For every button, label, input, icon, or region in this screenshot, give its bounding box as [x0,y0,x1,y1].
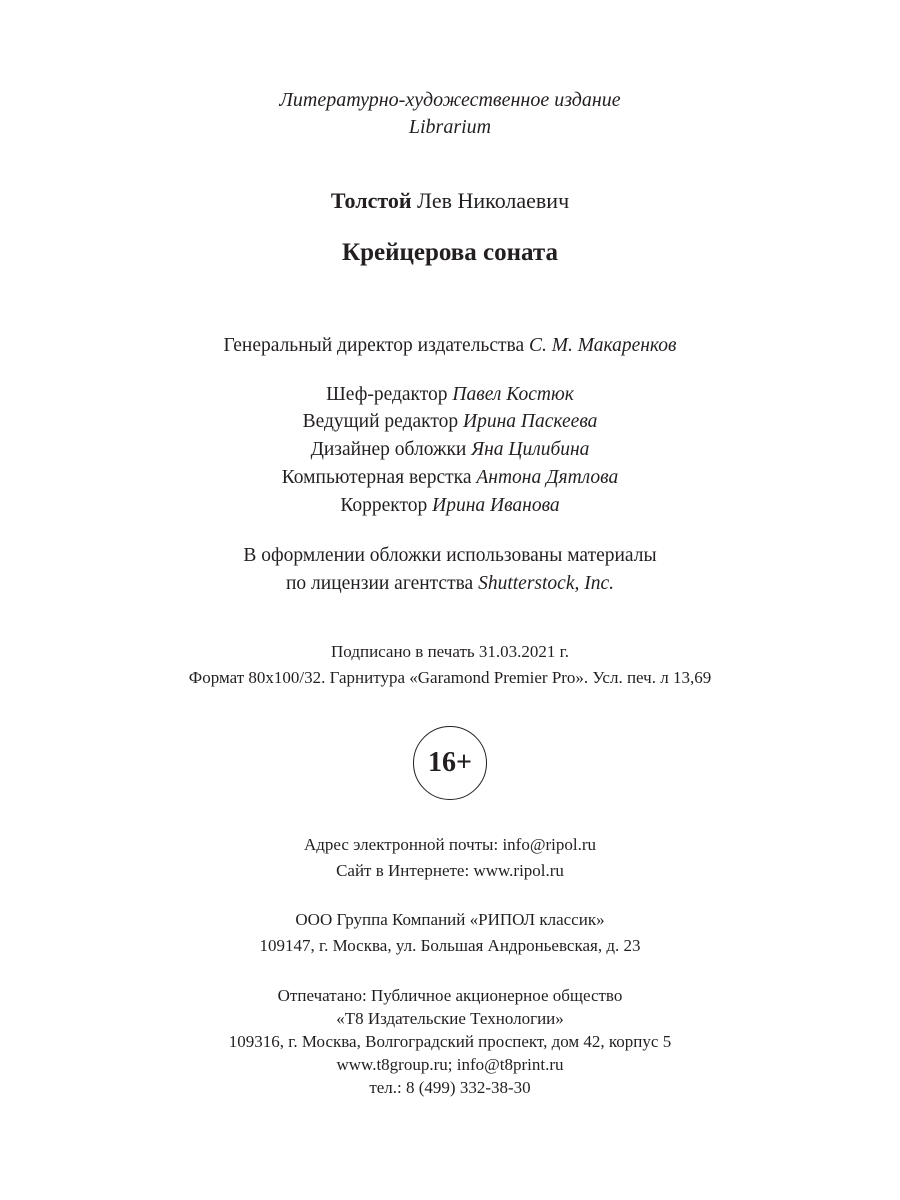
publisher-name: ООО Группа Компаний «РИПОЛ классик» [295,910,605,929]
staff-line [0,440,900,460]
book-title: Крейцерова соната [341,239,558,266]
cover-note-line1: В оформлении обложки использованы материалы [243,545,657,566]
contact-site: Сайт в Интернете: www.ripol.ru [336,861,564,880]
staff-line [0,385,900,405]
cover-note-line2 [0,574,900,594]
age-rating-badge: 16+ [413,726,487,800]
staff-role: Шеф-редактор [326,384,448,405]
director-role: Генеральный директор издательства [223,335,525,356]
staff-name: Яна Цилибина [471,439,590,460]
signed-to-print: Подписано в печать 31.03.2021 г. [331,642,569,661]
staff-name: Павел Костюк [452,384,574,405]
author-surname: Толстой [330,188,412,213]
printer-line3: 109316, г. Москва, Волгоградский проспект, дом 42, корпус 5 [228,1032,672,1051]
cover-note-prefix: по лицензии агентства [285,573,474,594]
author-given-names: Лев Николаевич [417,188,570,213]
staff-line [0,496,900,516]
printer-line4: www.t8group.ru; info@t8print.ru [336,1055,564,1074]
printer-line1: Отпечатано: Публичное акционерное общество [277,986,623,1005]
staff-line [0,412,900,432]
director-name: С. М. Макаренков [529,335,677,356]
staff-name: Ирина Паскеева [463,411,598,432]
staff-line [0,468,900,488]
author-line [0,190,900,212]
staff-role: Ведущий редактор [302,411,459,432]
staff-name: Антона Дятлова [476,467,619,488]
staff-name: Ирина Иванова [432,495,560,516]
staff-role: Дизайнер обложки [310,439,467,460]
printer-phone: тел.: 8 (499) 332-38-30 [369,1078,531,1097]
staff-role: Компьютерная верстка [281,467,472,488]
series-name: Librarium [408,116,492,138]
edition-type: Литературно-художественное издание [279,89,621,111]
printer-line2: «Т8 Издательские Технологии» [336,1009,564,1028]
print-format: Формат 80x100/32. Гарнитура «Garamond Premier Pro». Усл. печ. л 13,69 [188,668,712,687]
director-line [0,336,900,356]
contact-email: Адрес электронной почты: info@ripol.ru [303,835,596,854]
cover-note-agency: Shutterstock, Inc. [478,573,615,594]
staff-role: Корректор [340,495,428,516]
publisher-address: 109147, г. Москва, ул. Большая Андроньевская, д. 23 [259,936,641,955]
